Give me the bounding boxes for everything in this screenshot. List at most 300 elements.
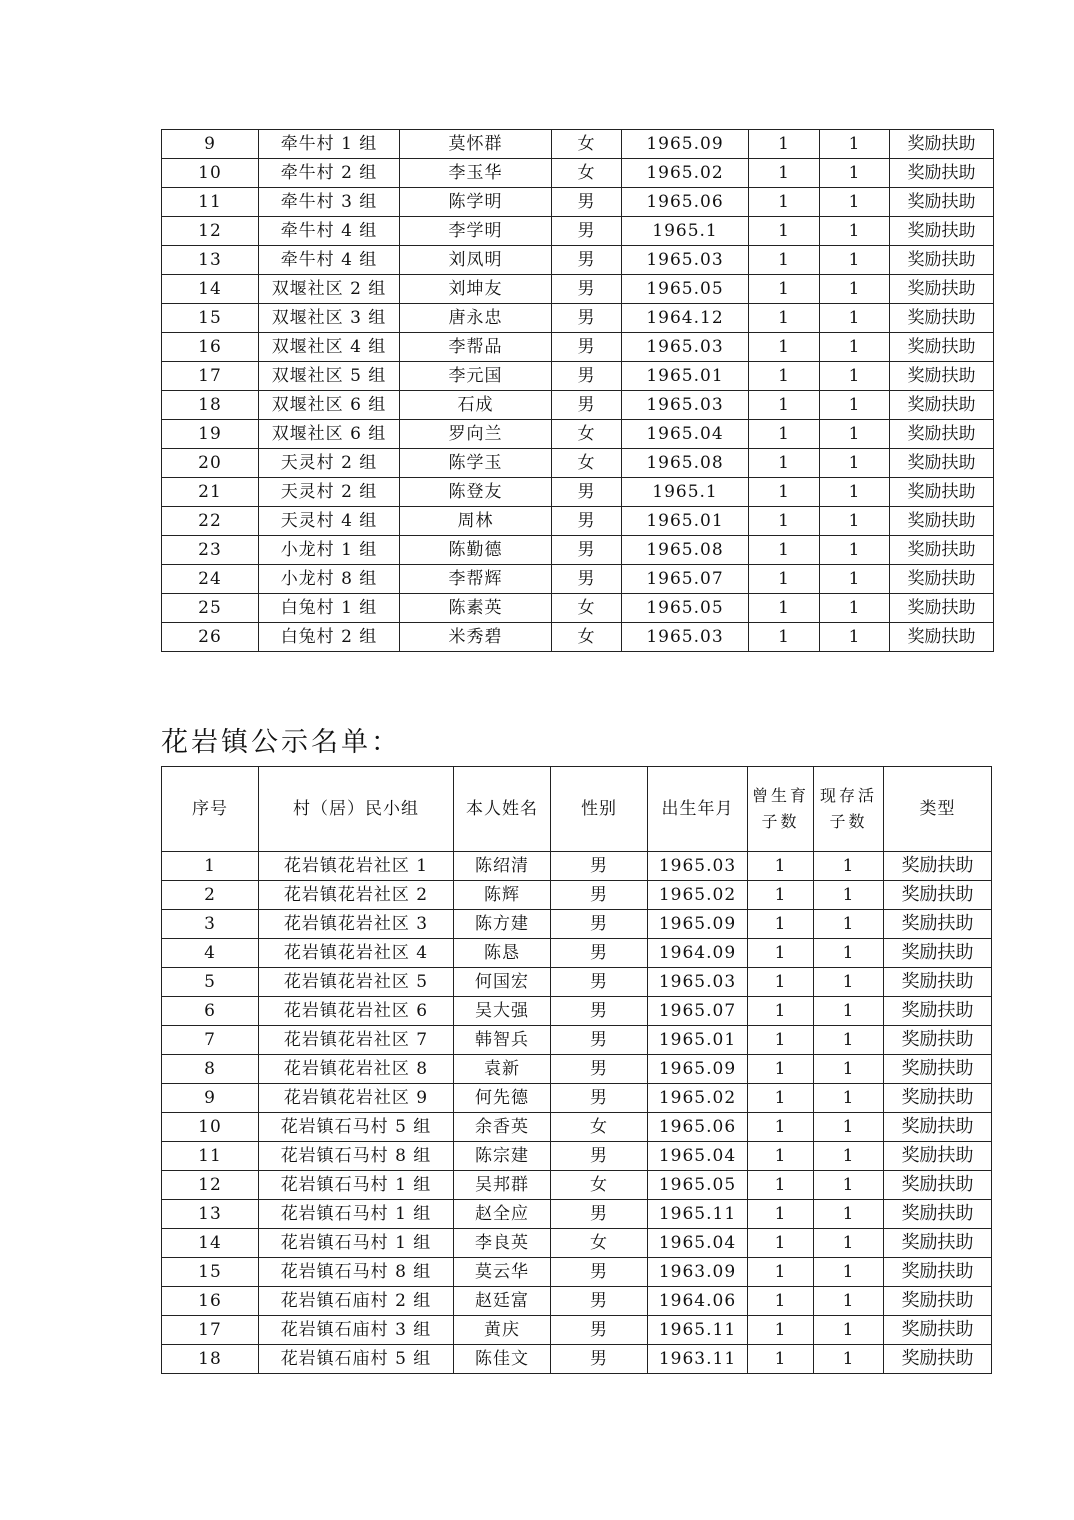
table-row [162, 1142, 992, 1171]
index-cell: 2 [162, 881, 259, 910]
born-children-cell: 1 [748, 1258, 814, 1287]
gender-cell: 男 [552, 188, 622, 217]
living-children-cell: 1 [814, 997, 884, 1026]
gender-cell: 男 [552, 507, 622, 536]
index-cell: 14 [162, 1229, 259, 1258]
gender-cell: 男 [552, 391, 622, 420]
living-children-cell: 1 [814, 1142, 884, 1171]
table-row [162, 1026, 992, 1055]
group-cell: 天灵村 2 组 [259, 449, 400, 478]
gender-cell: 女 [552, 420, 622, 449]
birth-cell: 1965.03 [622, 246, 749, 275]
type-cell: 奖励扶助 [884, 852, 992, 881]
index-cell: 26 [162, 623, 259, 652]
type-cell: 奖励扶助 [890, 507, 994, 536]
birth-cell: 1965.07 [622, 565, 749, 594]
type-cell: 奖励扶助 [890, 275, 994, 304]
table-row [162, 1229, 992, 1258]
group-cell: 牵牛村 4 组 [259, 217, 400, 246]
born-children-cell: 1 [749, 391, 820, 420]
born-children-cell: 1 [749, 304, 820, 333]
birth-cell: 1965.01 [622, 362, 749, 391]
name-cell: 刘坤友 [400, 275, 552, 304]
name-cell: 陈勤德 [400, 536, 552, 565]
birth-cell: 1965.05 [648, 1171, 748, 1200]
index-cell: 18 [162, 1345, 259, 1374]
born-children-cell: 1 [748, 1084, 814, 1113]
table-row [162, 420, 994, 449]
group-cell: 小龙村 1 组 [259, 536, 400, 565]
living-children-cell: 1 [820, 275, 890, 304]
bottom-table [161, 766, 992, 1374]
group-cell: 天灵村 4 组 [259, 507, 400, 536]
birth-cell: 1965.11 [648, 1200, 748, 1229]
name-cell: 韩智兵 [454, 1026, 551, 1055]
group-cell: 花岩镇石马村 1 组 [259, 1171, 454, 1200]
header-group: 村（居）民小组 [259, 767, 454, 852]
born-children-cell: 1 [749, 246, 820, 275]
table-row [162, 391, 994, 420]
group-cell: 花岩镇石庙村 3 组 [259, 1316, 454, 1345]
gender-cell: 男 [551, 939, 648, 968]
name-cell: 赵全应 [454, 1200, 551, 1229]
gender-cell: 男 [551, 1345, 648, 1374]
index-cell: 18 [162, 391, 259, 420]
gender-cell: 男 [551, 1084, 648, 1113]
table-row [162, 217, 994, 246]
table-row [162, 246, 994, 275]
name-cell: 陈方建 [454, 910, 551, 939]
type-cell: 奖励扶助 [884, 939, 992, 968]
gender-cell: 女 [552, 623, 622, 652]
index-cell: 5 [162, 968, 259, 997]
birth-cell: 1965.08 [622, 536, 749, 565]
group-cell: 花岩镇花岩社区 3 [259, 910, 454, 939]
born-children-cell: 1 [749, 188, 820, 217]
born-children-cell: 1 [748, 939, 814, 968]
group-cell: 花岩镇石马村 8 组 [259, 1258, 454, 1287]
name-cell: 何先德 [454, 1084, 551, 1113]
table-row [162, 188, 994, 217]
born-children-cell: 1 [749, 159, 820, 188]
header-birth: 出生年月 [648, 767, 748, 852]
type-cell: 奖励扶助 [890, 478, 994, 507]
group-cell: 双堰社区 3 组 [259, 304, 400, 333]
gender-cell: 女 [552, 130, 622, 159]
name-cell: 余香英 [454, 1113, 551, 1142]
table-row [162, 362, 994, 391]
table-row [162, 304, 994, 333]
gender-cell: 男 [551, 1142, 648, 1171]
living-children-cell: 1 [820, 333, 890, 362]
birth-cell: 1965.02 [648, 1084, 748, 1113]
gender-cell: 男 [551, 1316, 648, 1345]
gender-cell: 女 [552, 159, 622, 188]
living-children-cell: 1 [820, 188, 890, 217]
group-cell: 双堰社区 6 组 [259, 420, 400, 449]
type-cell: 奖励扶助 [890, 304, 994, 333]
type-cell: 奖励扶助 [890, 159, 994, 188]
living-children-cell: 1 [814, 852, 884, 881]
index-cell: 8 [162, 1055, 259, 1084]
group-cell: 花岩镇石马村 1 组 [259, 1229, 454, 1258]
birth-cell: 1964.09 [648, 939, 748, 968]
birth-cell: 1965.05 [622, 275, 749, 304]
born-children-cell: 1 [749, 507, 820, 536]
group-cell: 白兔村 2 组 [259, 623, 400, 652]
gender-cell: 男 [552, 333, 622, 362]
living-children-cell: 1 [820, 246, 890, 275]
born-children-cell: 1 [748, 1113, 814, 1142]
table-row [162, 997, 992, 1026]
living-children-cell: 1 [814, 881, 884, 910]
born-children-cell: 1 [749, 420, 820, 449]
name-cell: 李元国 [400, 362, 552, 391]
living-children-cell: 1 [814, 1171, 884, 1200]
gender-cell: 男 [551, 852, 648, 881]
group-cell: 花岩镇石庙村 5 组 [259, 1345, 454, 1374]
type-cell: 奖励扶助 [884, 1258, 992, 1287]
birth-cell: 1965.04 [622, 420, 749, 449]
living-children-cell: 1 [820, 565, 890, 594]
type-cell: 奖励扶助 [884, 1142, 992, 1171]
living-children-cell: 1 [814, 1287, 884, 1316]
type-cell: 奖励扶助 [884, 881, 992, 910]
name-cell: 赵廷富 [454, 1287, 551, 1316]
name-cell: 陈学明 [400, 188, 552, 217]
top-table-body [162, 130, 994, 652]
gender-cell: 男 [551, 968, 648, 997]
name-cell: 陈宗建 [454, 1142, 551, 1171]
living-children-cell: 1 [814, 1345, 884, 1374]
born-children-cell: 1 [748, 1287, 814, 1316]
group-cell: 花岩镇花岩社区 6 [259, 997, 454, 1026]
name-cell: 罗向兰 [400, 420, 552, 449]
name-cell: 陈绍清 [454, 852, 551, 881]
type-cell: 奖励扶助 [884, 1026, 992, 1055]
index-cell: 17 [162, 1316, 259, 1345]
table-row [162, 1113, 992, 1142]
born-children-cell: 1 [748, 1229, 814, 1258]
header-gender: 性别 [551, 767, 648, 852]
name-cell: 李帮品 [400, 333, 552, 362]
birth-cell: 1965.04 [648, 1142, 748, 1171]
table-row [162, 275, 994, 304]
table-row [162, 507, 994, 536]
living-children-cell: 1 [814, 1113, 884, 1142]
born-children-cell: 1 [748, 1171, 814, 1200]
table-row [162, 1055, 992, 1084]
type-cell: 奖励扶助 [884, 968, 992, 997]
born-children-cell: 1 [749, 130, 820, 159]
born-children-cell: 1 [749, 594, 820, 623]
name-cell: 陈佳文 [454, 1345, 551, 1374]
index-cell: 9 [162, 1084, 259, 1113]
table-row [162, 130, 994, 159]
birth-cell: 1965.1 [622, 478, 749, 507]
gender-cell: 男 [551, 1055, 648, 1084]
table-row [162, 565, 994, 594]
index-cell: 23 [162, 536, 259, 565]
name-cell: 李学明 [400, 217, 552, 246]
group-cell: 花岩镇花岩社区 1 [259, 852, 454, 881]
group-cell: 天灵村 2 组 [259, 478, 400, 507]
birth-cell: 1964.12 [622, 304, 749, 333]
birth-cell: 1965.01 [648, 1026, 748, 1055]
index-cell: 10 [162, 1113, 259, 1142]
index-cell: 12 [162, 1171, 259, 1200]
gender-cell: 男 [551, 1026, 648, 1055]
group-cell: 花岩镇花岩社区 5 [259, 968, 454, 997]
gender-cell: 女 [551, 1113, 648, 1142]
group-cell: 牵牛村 4 组 [259, 246, 400, 275]
born-children-cell: 1 [749, 623, 820, 652]
birth-cell: 1965.07 [648, 997, 748, 1026]
living-children-cell: 1 [814, 968, 884, 997]
living-children-cell: 1 [814, 939, 884, 968]
type-cell: 奖励扶助 [884, 1113, 992, 1142]
born-children-cell: 1 [748, 1026, 814, 1055]
table-row [162, 1316, 992, 1345]
group-cell: 牵牛村 2 组 [259, 159, 400, 188]
name-cell: 黄庆 [454, 1316, 551, 1345]
name-cell: 陈登友 [400, 478, 552, 507]
group-cell: 花岩镇花岩社区 9 [259, 1084, 454, 1113]
born-children-cell: 1 [749, 275, 820, 304]
living-children-cell: 1 [814, 910, 884, 939]
index-cell: 1 [162, 852, 259, 881]
living-children-cell: 1 [814, 1084, 884, 1113]
type-cell: 奖励扶助 [890, 565, 994, 594]
living-children-cell: 1 [820, 391, 890, 420]
living-children-cell: 1 [820, 420, 890, 449]
table-row [162, 1258, 992, 1287]
gender-cell: 男 [551, 1200, 648, 1229]
gender-cell: 女 [552, 594, 622, 623]
section-title: 花岩镇公示名单： [161, 727, 401, 758]
type-cell: 奖励扶助 [884, 1287, 992, 1316]
gender-cell: 男 [551, 997, 648, 1026]
group-cell: 花岩镇花岩社区 2 [259, 881, 454, 910]
living-children-cell: 1 [814, 1026, 884, 1055]
type-cell: 奖励扶助 [890, 217, 994, 246]
birth-cell: 1965.03 [648, 968, 748, 997]
type-cell: 奖励扶助 [884, 910, 992, 939]
gender-cell: 男 [552, 217, 622, 246]
birth-cell: 1965.11 [648, 1316, 748, 1345]
index-cell: 15 [162, 1258, 259, 1287]
type-cell: 奖励扶助 [890, 246, 994, 275]
type-cell: 奖励扶助 [890, 333, 994, 362]
table-row [162, 449, 994, 478]
name-cell: 米秀碧 [400, 623, 552, 652]
living-children-cell: 1 [820, 304, 890, 333]
group-cell: 花岩镇花岩社区 4 [259, 939, 454, 968]
index-cell: 15 [162, 304, 259, 333]
born-children-cell: 1 [749, 565, 820, 594]
group-cell: 白兔村 1 组 [259, 594, 400, 623]
gender-cell: 男 [551, 1287, 648, 1316]
name-cell: 袁新 [454, 1055, 551, 1084]
table-row [162, 1287, 992, 1316]
name-cell: 陈素英 [400, 594, 552, 623]
name-cell: 陈辉 [454, 881, 551, 910]
group-cell: 牵牛村 3 组 [259, 188, 400, 217]
header-name: 本人姓名 [454, 767, 551, 852]
birth-cell: 1963.11 [648, 1345, 748, 1374]
table-row [162, 1171, 992, 1200]
gender-cell: 男 [552, 362, 622, 391]
group-cell: 花岩镇花岩社区 8 [259, 1055, 454, 1084]
born-children-cell: 1 [748, 1142, 814, 1171]
living-children-cell: 1 [820, 478, 890, 507]
index-cell: 7 [162, 1026, 259, 1055]
table-row [162, 881, 992, 910]
group-cell: 双堰社区 5 组 [259, 362, 400, 391]
birth-cell: 1965.03 [622, 623, 749, 652]
table-row [162, 1345, 992, 1374]
type-cell: 奖励扶助 [884, 1171, 992, 1200]
born-children-cell: 1 [749, 362, 820, 391]
table-row [162, 623, 994, 652]
gender-cell: 男 [551, 1258, 648, 1287]
birth-cell: 1965.02 [648, 881, 748, 910]
living-children-cell: 1 [820, 362, 890, 391]
table-row [162, 939, 992, 968]
group-cell: 双堰社区 2 组 [259, 275, 400, 304]
gender-cell: 男 [552, 246, 622, 275]
name-cell: 莫云华 [454, 1258, 551, 1287]
group-cell: 花岩镇石马村 1 组 [259, 1200, 454, 1229]
gender-cell: 男 [552, 478, 622, 507]
type-cell: 奖励扶助 [890, 130, 994, 159]
birth-cell: 1965.1 [622, 217, 749, 246]
index-cell: 11 [162, 1142, 259, 1171]
born-children-cell: 1 [749, 333, 820, 362]
living-children-cell: 1 [820, 536, 890, 565]
index-cell: 12 [162, 217, 259, 246]
birth-cell: 1963.09 [648, 1258, 748, 1287]
index-cell: 16 [162, 333, 259, 362]
gender-cell: 男 [552, 536, 622, 565]
birth-cell: 1965.02 [622, 159, 749, 188]
type-cell: 奖励扶助 [884, 1316, 992, 1345]
born-children-cell: 1 [748, 910, 814, 939]
table-row [162, 1084, 992, 1113]
birth-cell: 1964.06 [648, 1287, 748, 1316]
table-row [162, 159, 994, 188]
table-row [162, 333, 994, 362]
type-cell: 奖励扶助 [890, 449, 994, 478]
index-cell: 14 [162, 275, 259, 304]
name-cell: 石成 [400, 391, 552, 420]
living-children-cell: 1 [814, 1229, 884, 1258]
gender-cell: 男 [551, 910, 648, 939]
type-cell: 奖励扶助 [884, 997, 992, 1026]
born-children-cell: 1 [748, 1345, 814, 1374]
birth-cell: 1965.09 [622, 130, 749, 159]
born-children-cell: 1 [748, 1316, 814, 1345]
index-cell: 25 [162, 594, 259, 623]
header-born-children: 曾生育子数 [748, 767, 814, 852]
group-cell: 花岩镇石庙村 2 组 [259, 1287, 454, 1316]
table-header-row [162, 767, 992, 852]
living-children-cell: 1 [820, 159, 890, 188]
table-row [162, 852, 992, 881]
living-children-cell: 1 [820, 623, 890, 652]
born-children-cell: 1 [748, 997, 814, 1026]
birth-cell: 1965.03 [622, 391, 749, 420]
group-cell: 花岩镇石马村 5 组 [259, 1113, 454, 1142]
table-row [162, 968, 992, 997]
type-cell: 奖励扶助 [890, 420, 994, 449]
header-type: 类型 [884, 767, 992, 852]
name-cell: 周林 [400, 507, 552, 536]
group-cell: 小龙村 8 组 [259, 565, 400, 594]
name-cell: 李玉华 [400, 159, 552, 188]
gender-cell: 男 [552, 275, 622, 304]
name-cell: 李良英 [454, 1229, 551, 1258]
top-table [161, 129, 994, 652]
born-children-cell: 1 [749, 449, 820, 478]
born-children-cell: 1 [748, 968, 814, 997]
living-children-cell: 1 [814, 1316, 884, 1345]
index-cell: 21 [162, 478, 259, 507]
table-row [162, 910, 992, 939]
group-cell: 花岩镇花岩社区 7 [259, 1026, 454, 1055]
born-children-cell: 1 [748, 881, 814, 910]
gender-cell: 男 [552, 304, 622, 333]
index-cell: 20 [162, 449, 259, 478]
living-children-cell: 1 [820, 594, 890, 623]
index-cell: 4 [162, 939, 259, 968]
group-cell: 牵牛村 1 组 [259, 130, 400, 159]
group-cell: 双堰社区 4 组 [259, 333, 400, 362]
born-children-cell: 1 [749, 536, 820, 565]
gender-cell: 女 [552, 449, 622, 478]
name-cell: 何国宏 [454, 968, 551, 997]
type-cell: 奖励扶助 [884, 1229, 992, 1258]
living-children-cell: 1 [820, 449, 890, 478]
birth-cell: 1965.04 [648, 1229, 748, 1258]
birth-cell: 1965.03 [622, 333, 749, 362]
name-cell: 李帮辉 [400, 565, 552, 594]
index-cell: 13 [162, 246, 259, 275]
type-cell: 奖励扶助 [890, 391, 994, 420]
name-cell: 吴大强 [454, 997, 551, 1026]
gender-cell: 女 [551, 1171, 648, 1200]
birth-cell: 1965.06 [648, 1113, 748, 1142]
name-cell: 陈恳 [454, 939, 551, 968]
table-row [162, 1200, 992, 1229]
index-cell: 17 [162, 362, 259, 391]
group-cell: 花岩镇石马村 8 组 [259, 1142, 454, 1171]
birth-cell: 1965.03 [648, 852, 748, 881]
gender-cell: 男 [551, 881, 648, 910]
index-cell: 19 [162, 420, 259, 449]
name-cell: 唐永忠 [400, 304, 552, 333]
living-children-cell: 1 [814, 1258, 884, 1287]
header-index: 序号 [162, 767, 259, 852]
group-cell: 双堰社区 6 组 [259, 391, 400, 420]
index-cell: 13 [162, 1200, 259, 1229]
index-cell: 24 [162, 565, 259, 594]
born-children-cell: 1 [748, 1055, 814, 1084]
born-children-cell: 1 [748, 1200, 814, 1229]
index-cell: 6 [162, 997, 259, 1026]
table-row [162, 536, 994, 565]
name-cell: 陈学玉 [400, 449, 552, 478]
